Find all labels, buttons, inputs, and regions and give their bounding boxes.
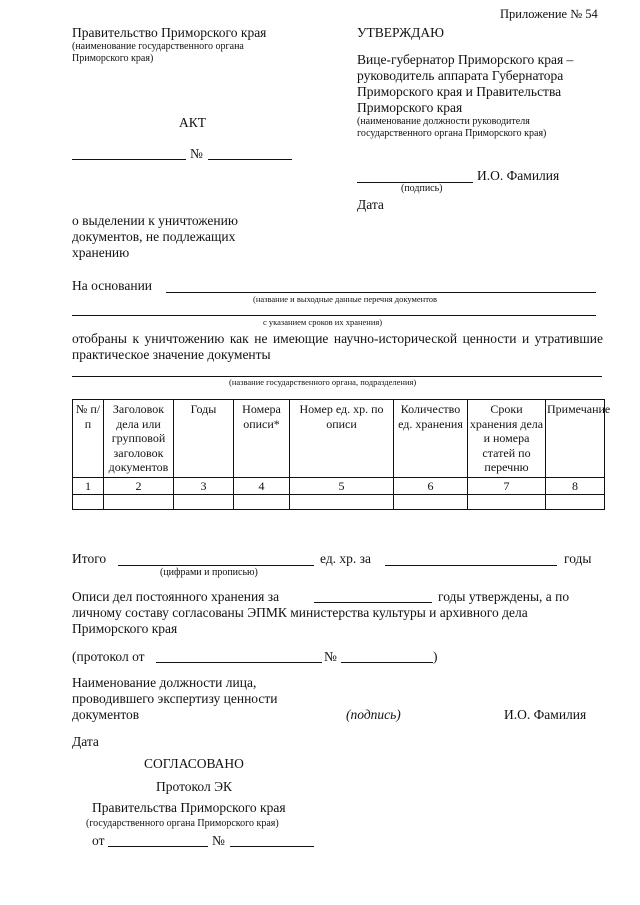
col-number: 3	[174, 477, 234, 495]
basis-hint-1: (название и выходные данные перечня документов	[253, 294, 438, 304]
col-number: 4	[234, 477, 290, 495]
approve-position: Вице-губернатор Приморского края – руководитель аппарата Губернатора Приморского края и Правительства Приморского края	[357, 52, 574, 115]
table-cell	[546, 495, 605, 510]
act-number-line	[208, 159, 292, 160]
basis-hint-2: с указанием сроков их хранения)	[263, 317, 383, 327]
header-years: Годы	[174, 400, 234, 478]
expert-name: И.О. Фамилия	[504, 707, 587, 722]
col-number: 8	[546, 477, 605, 495]
table-cell	[394, 495, 468, 510]
col-number: 7	[468, 477, 546, 495]
total-label: Итого	[72, 551, 107, 566]
table-cell	[174, 495, 234, 510]
approve-title: УТВЕРЖДАЮ	[357, 25, 445, 40]
approve-signer: И.О. Фамилия	[477, 168, 560, 183]
footer-number-line	[230, 846, 314, 847]
table-header-row	[73, 400, 605, 478]
org-name: Правительство Приморского края	[72, 25, 267, 40]
table-number-row	[73, 477, 605, 495]
basis-line-1	[166, 292, 596, 293]
protocol-from-label: (протокол от	[72, 649, 145, 664]
footer-org: Правительства Приморского края	[92, 800, 286, 815]
basis-text: отобраны к уничтожению как не имеющие научно-исторической ценности и утратившие практическое значение документы	[72, 331, 603, 362]
act-date-line	[72, 159, 186, 160]
inventories-text-a: Описи дел постоянного хранения за	[72, 589, 280, 604]
approve-position-hint: (наименование должности руководителя государственного органа Приморского края)	[357, 116, 547, 139]
col-number: 2	[104, 477, 174, 495]
header-unit-count: Количество ед. хранения	[394, 400, 468, 478]
col-number: 6	[394, 477, 468, 495]
footer-from-label: от	[92, 833, 105, 848]
header-retention-terms: Сроки хранения дела и номера статей по перечню	[468, 400, 546, 478]
table-cell	[468, 495, 546, 510]
header-unit-number: Номер ед. хр. по описи	[290, 400, 394, 478]
table-cell	[104, 495, 174, 510]
agreed-title: СОГЛАСОВАНО	[144, 756, 244, 771]
footer-date-label: Дата	[72, 734, 99, 749]
footer-org-hint: (государственного органа Приморского края)	[86, 818, 279, 829]
basis-line-2	[72, 315, 596, 316]
total-units: ед. хр. за	[320, 551, 372, 566]
protocol-close: )	[433, 649, 438, 664]
header-inventory-numbers: Номера описи*	[234, 400, 290, 478]
protocol-date-line	[156, 662, 322, 663]
act-subject: о выделении к уничтожению документов, не подлежащих хранению	[72, 213, 238, 260]
total-count-line	[118, 565, 314, 566]
col-number: 1	[73, 477, 104, 495]
expert-signature: (подпись)	[346, 707, 401, 722]
footer-protocol: Протокол ЭК	[156, 779, 233, 794]
act-number-sign: №	[190, 146, 203, 161]
inventories-text-b: годы утверждены, а по личному составу согласованы ЭПМК министерства культуры и архивного дела Приморского края	[72, 589, 570, 636]
total-hint: (цифрами и прописью)	[160, 567, 258, 578]
protocol-number-line	[341, 662, 433, 663]
table-cell	[234, 495, 290, 510]
table-cell	[73, 495, 104, 510]
basis-label: На основании	[72, 278, 153, 293]
appendix-number: Приложение № 54	[500, 7, 598, 21]
header-row-number: № п/п	[73, 400, 104, 478]
protocol-number-sign: №	[324, 649, 337, 664]
documents-table	[72, 399, 611, 510]
total-years: годы	[564, 551, 592, 566]
basis-hint-3: (название государственного органа, подразделения)	[229, 377, 417, 387]
table-row	[73, 495, 605, 510]
approve-date-label: Дата	[357, 197, 384, 212]
approve-signature-hint: (подпись)	[401, 183, 443, 194]
footer-number-sign: №	[212, 833, 225, 848]
header-case-title: Заголовок дела или групповой заголовок документов	[104, 400, 174, 478]
expert-position: Наименование должности лица, проводившего экспертизу ценности документов	[72, 675, 278, 722]
col-number: 5	[290, 477, 394, 495]
total-years-line	[385, 565, 557, 566]
header-note: Примечание	[546, 400, 605, 478]
act-title: АКТ	[179, 115, 206, 130]
table-cell	[290, 495, 394, 510]
footer-date-line	[108, 846, 208, 847]
org-hint: (наименование государственного органа Приморского края)	[72, 41, 244, 64]
